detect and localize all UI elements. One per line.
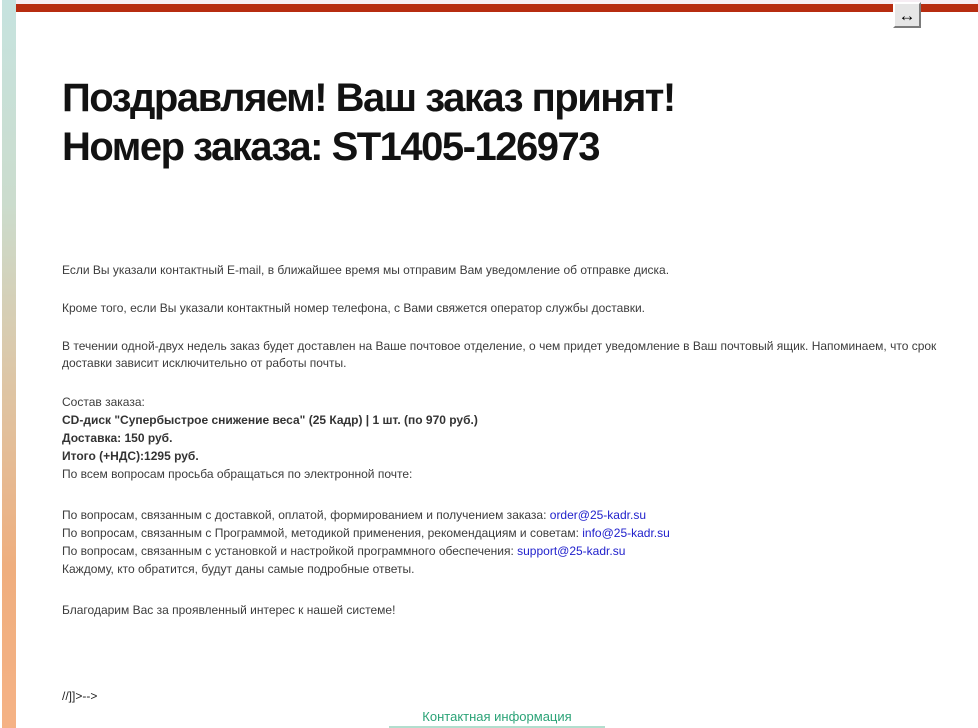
contact-line-order <box>62 506 940 524</box>
email-notice-paragraph: Если Вы указали контактный E-mail, в ближайшее время мы отправим Вам уведомление об отправке диска. <box>62 263 670 277</box>
contact-info-link[interactable]: Контактная информация <box>422 709 572 724</box>
support-email-link[interactable]: support@25-kadr.su <box>517 544 626 558</box>
horizontal-resize-icon: ↔ <box>898 5 916 25</box>
order-questions-note: По всем вопросам просьба обращаться по электронной почте: <box>62 467 413 481</box>
page-title-line1: Поздравляем! Ваш заказ принят! <box>62 76 675 120</box>
page-title-line2: Номер заказа: ST1405-126973 <box>62 125 599 169</box>
order-total-line: Итого (+НДС):1295 руб. <box>62 449 199 463</box>
order-delivery-line: Доставка: 150 руб. <box>62 431 173 445</box>
order-email-link[interactable]: order@25-kadr.su <box>549 508 646 522</box>
delivery-notice-paragraph: В течении одной-двух недель заказ будет доставлен на Ваше почтовое отделение, о чем придет уведомление в Ваш почтовый ящик. Напоминаем, что срок доставки зависит исключительно от работы почты. <box>62 339 937 370</box>
contact-line-info-text: По вопросам, связанным с Программой, методикой применения, рекомендациям и советам: <box>62 526 583 540</box>
info-email-link[interactable]: info@25-kadr.su <box>582 526 670 540</box>
main-content <box>62 0 940 705</box>
phone-notice-paragraph: Кроме того, если Вы указали контактный номер телефона, с Вами свяжется оператор службы доставки. <box>62 301 645 315</box>
page-title <box>62 74 940 172</box>
footer <box>16 709 978 724</box>
contact-line-support-text: По вопросам, связанным с установкой и настройкой программного обеспечения: <box>62 544 518 558</box>
contact-line-order-text: По вопросам, связанным с доставкой, оплатой, формированием и получением заказа: <box>62 508 550 522</box>
script-remnant-text: //]]>--> <box>62 689 98 703</box>
contact-emails <box>62 506 940 578</box>
order-summary <box>62 393 940 483</box>
left-gradient-border <box>2 0 16 728</box>
order-summary-heading: Состав заказа: <box>62 395 145 409</box>
thanks-paragraph: Благодарим Вас за проявленный интерес к нашей системе! <box>62 603 396 617</box>
contact-line-info <box>62 524 940 542</box>
contact-closing-line: Каждому, кто обратится, будут даны самые подробные ответы. <box>62 562 415 576</box>
order-item-line: CD-диск "Супербыстрое снижение веса" (25 Кадр) | 1 шт. (по 970 руб.) <box>62 413 478 427</box>
contact-line-support <box>62 542 940 560</box>
